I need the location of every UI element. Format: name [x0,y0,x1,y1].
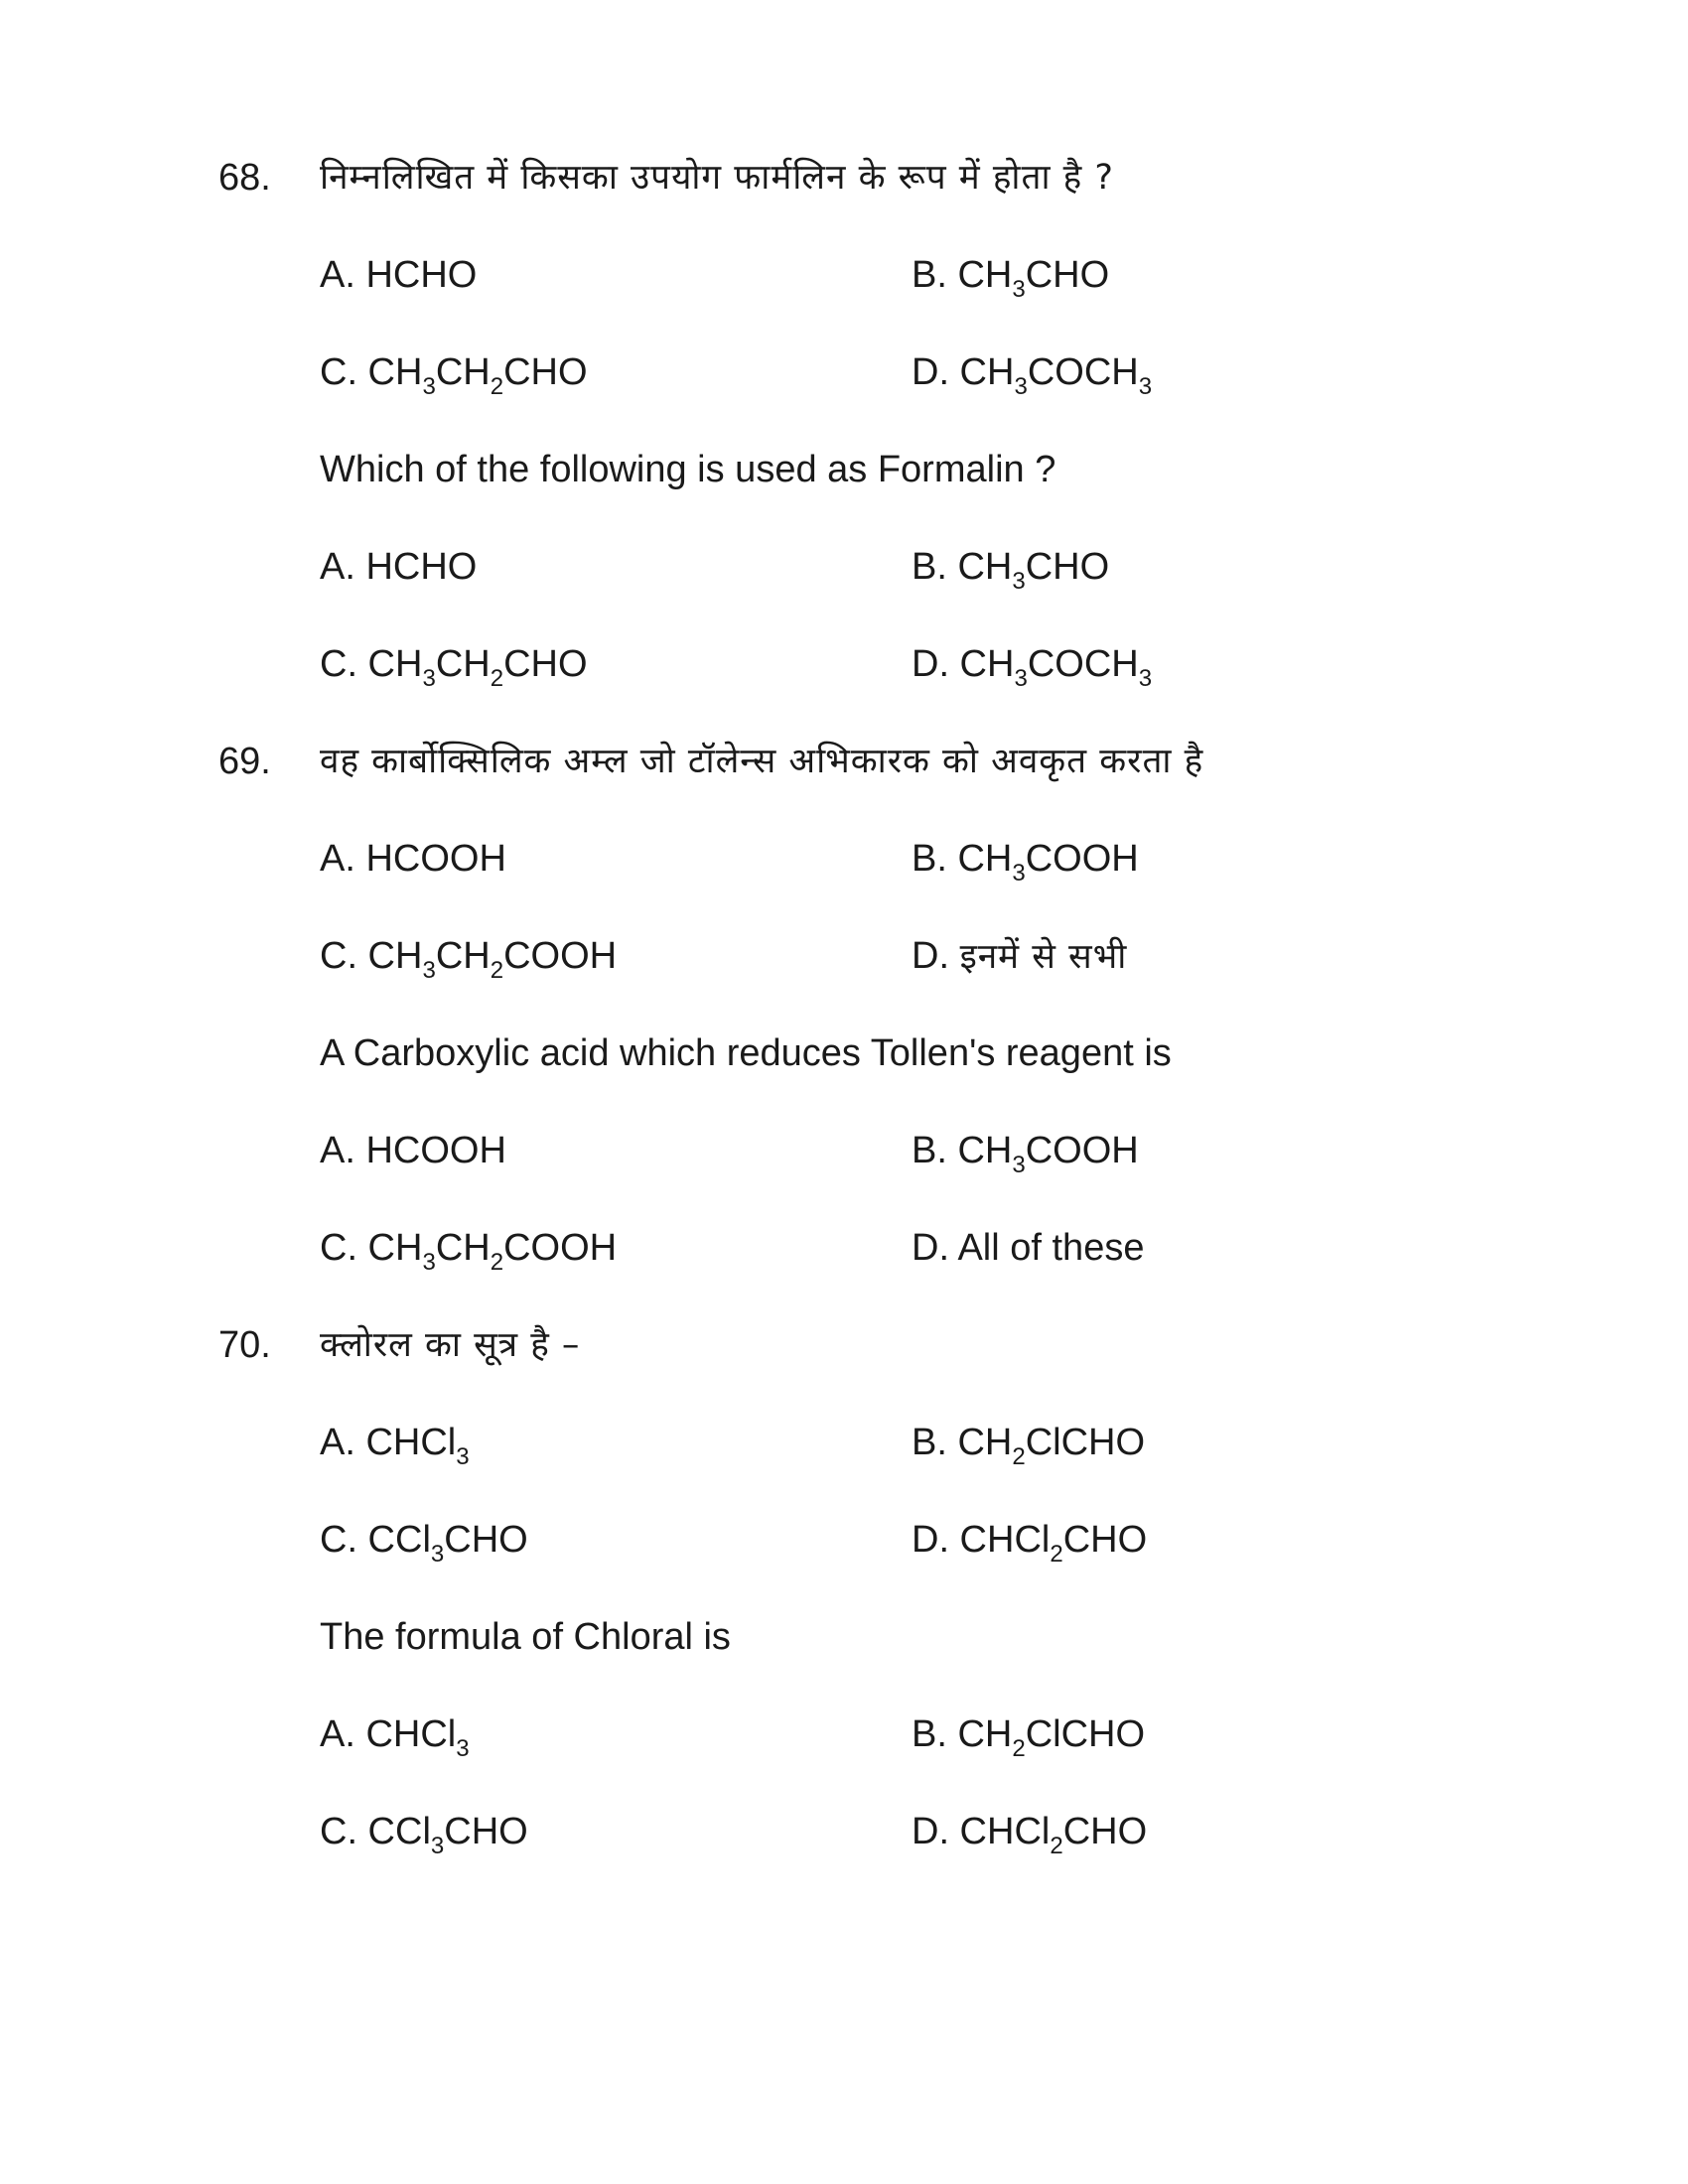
option-a [320,1128,506,1173]
option-text: C. CH [320,1227,423,1269]
option-text: CH [435,935,491,977]
question-number: 69. [218,741,271,782]
option-text: A. HCHO [320,546,478,588]
option-text: B. CH [912,1130,1013,1171]
option-text: B. CH [912,838,1013,880]
subscript: 3 [1012,860,1026,887]
option-b [912,1420,1146,1470]
subscript: 2 [490,373,504,400]
subscript: 3 [422,957,436,984]
option-text: D. CHCl [912,1811,1051,1852]
option-c [320,1809,528,1859]
option-text: C. CH [320,351,423,393]
option-text: CHO [444,1811,528,1852]
option-d [912,1809,1148,1859]
option-text: COOH [1025,1130,1139,1171]
option-text: CHO [1062,1811,1148,1852]
option-text: ClCHO [1025,1422,1146,1463]
option-text: CHO [503,643,588,685]
option-b [912,1711,1146,1762]
option-a [320,252,477,298]
option-b [912,252,1110,303]
subscript: 3 [456,1735,470,1762]
option-text: C. CH [320,643,423,685]
option-text: D. [912,935,960,977]
option-text: A. CHCl [320,1422,457,1463]
option-text: C. CCl [320,1811,431,1852]
subscript: 2 [1050,1833,1063,1859]
subscript: 3 [1012,1152,1026,1178]
question-text-english: A Carboxylic acid which reduces Tollen's reagent is [320,1032,1172,1074]
subscript: 3 [1014,665,1028,692]
question-text-hindi: क्लोरल का सूत्र है – [320,1325,581,1365]
option-a [320,836,506,882]
subscript: 3 [422,1249,436,1276]
option-c [320,349,588,400]
option-c [320,933,618,984]
subscript: 2 [490,1249,504,1276]
option-text-hindi: इनमें से सभी [959,937,1128,977]
subscript: 3 [430,1541,445,1568]
subscript: 3 [1014,373,1028,400]
option-c [320,1225,618,1276]
option-text: COOH [503,1227,618,1269]
option-text: A. CHCl [320,1713,457,1755]
option-d [912,349,1153,400]
option-text: COCH [1027,351,1139,393]
option-text: CH [435,351,491,393]
option-text: ClCHO [1025,1713,1146,1755]
option-b [912,836,1139,887]
option-d [912,1517,1148,1568]
question-number: 68. [218,157,271,199]
option-b [912,544,1110,595]
option-a [320,1711,470,1762]
option-text: A. HCOOH [320,838,506,880]
option-text: CH [435,643,491,685]
subscript: 2 [1012,1735,1026,1762]
option-a [320,1420,470,1470]
subscript: 2 [490,665,504,692]
option-text: D. CHCl [912,1519,1051,1561]
subscript: 3 [456,1443,470,1470]
subscript: 2 [1050,1541,1063,1568]
option-text: CHO [444,1519,528,1561]
question-text-english: The formula of Chloral is [320,1616,731,1658]
subscript: 2 [1012,1443,1026,1470]
option-text: A. HCHO [320,254,478,296]
option-text: D. CH [912,643,1015,685]
option-d [912,933,1127,980]
subscript: 3 [1012,568,1026,595]
option-text: B. CH [912,254,1013,296]
option-c [320,641,588,692]
option-text: CHO [1025,546,1110,588]
option-a [320,544,477,590]
subscript: 3 [422,373,436,400]
option-text: B. CH [912,546,1013,588]
option-text: D. CH [912,351,1015,393]
option-d [912,1225,1144,1271]
option-text: A. HCOOH [320,1130,506,1171]
option-text: C. CCl [320,1519,431,1561]
option-text: CH [435,1227,491,1269]
option-text: D. All of these [912,1227,1145,1269]
option-text: COOH [503,935,618,977]
option-text: CHO [503,351,588,393]
question-text-hindi: वह कार्बोक्सिलिक अम्ल जो टॉलेन्स अभिकारक को अवकृत करता है [320,742,1204,781]
question-number: 70. [218,1324,271,1366]
option-d [912,641,1153,692]
subscript: 3 [430,1833,445,1859]
question-text-hindi: निम्नलिखित में किसका उपयोग फार्मलिन के रूप में होता है ? [320,158,1114,198]
option-c [320,1517,528,1568]
option-text: C. CH [320,935,423,977]
option-text: COOH [1025,838,1139,880]
option-text: CHO [1062,1519,1148,1561]
subscript: 3 [1012,276,1026,303]
question-text-english: Which of the following is used as Formalin ? [320,449,1056,490]
option-text: CHO [1025,254,1110,296]
subscript: 3 [1138,373,1153,400]
option-text: B. CH [912,1422,1013,1463]
option-text: COCH [1027,643,1139,685]
option-text: B. CH [912,1713,1013,1755]
subscript: 3 [1138,665,1153,692]
subscript: 3 [422,665,436,692]
option-b [912,1128,1139,1178]
subscript: 2 [490,957,504,984]
